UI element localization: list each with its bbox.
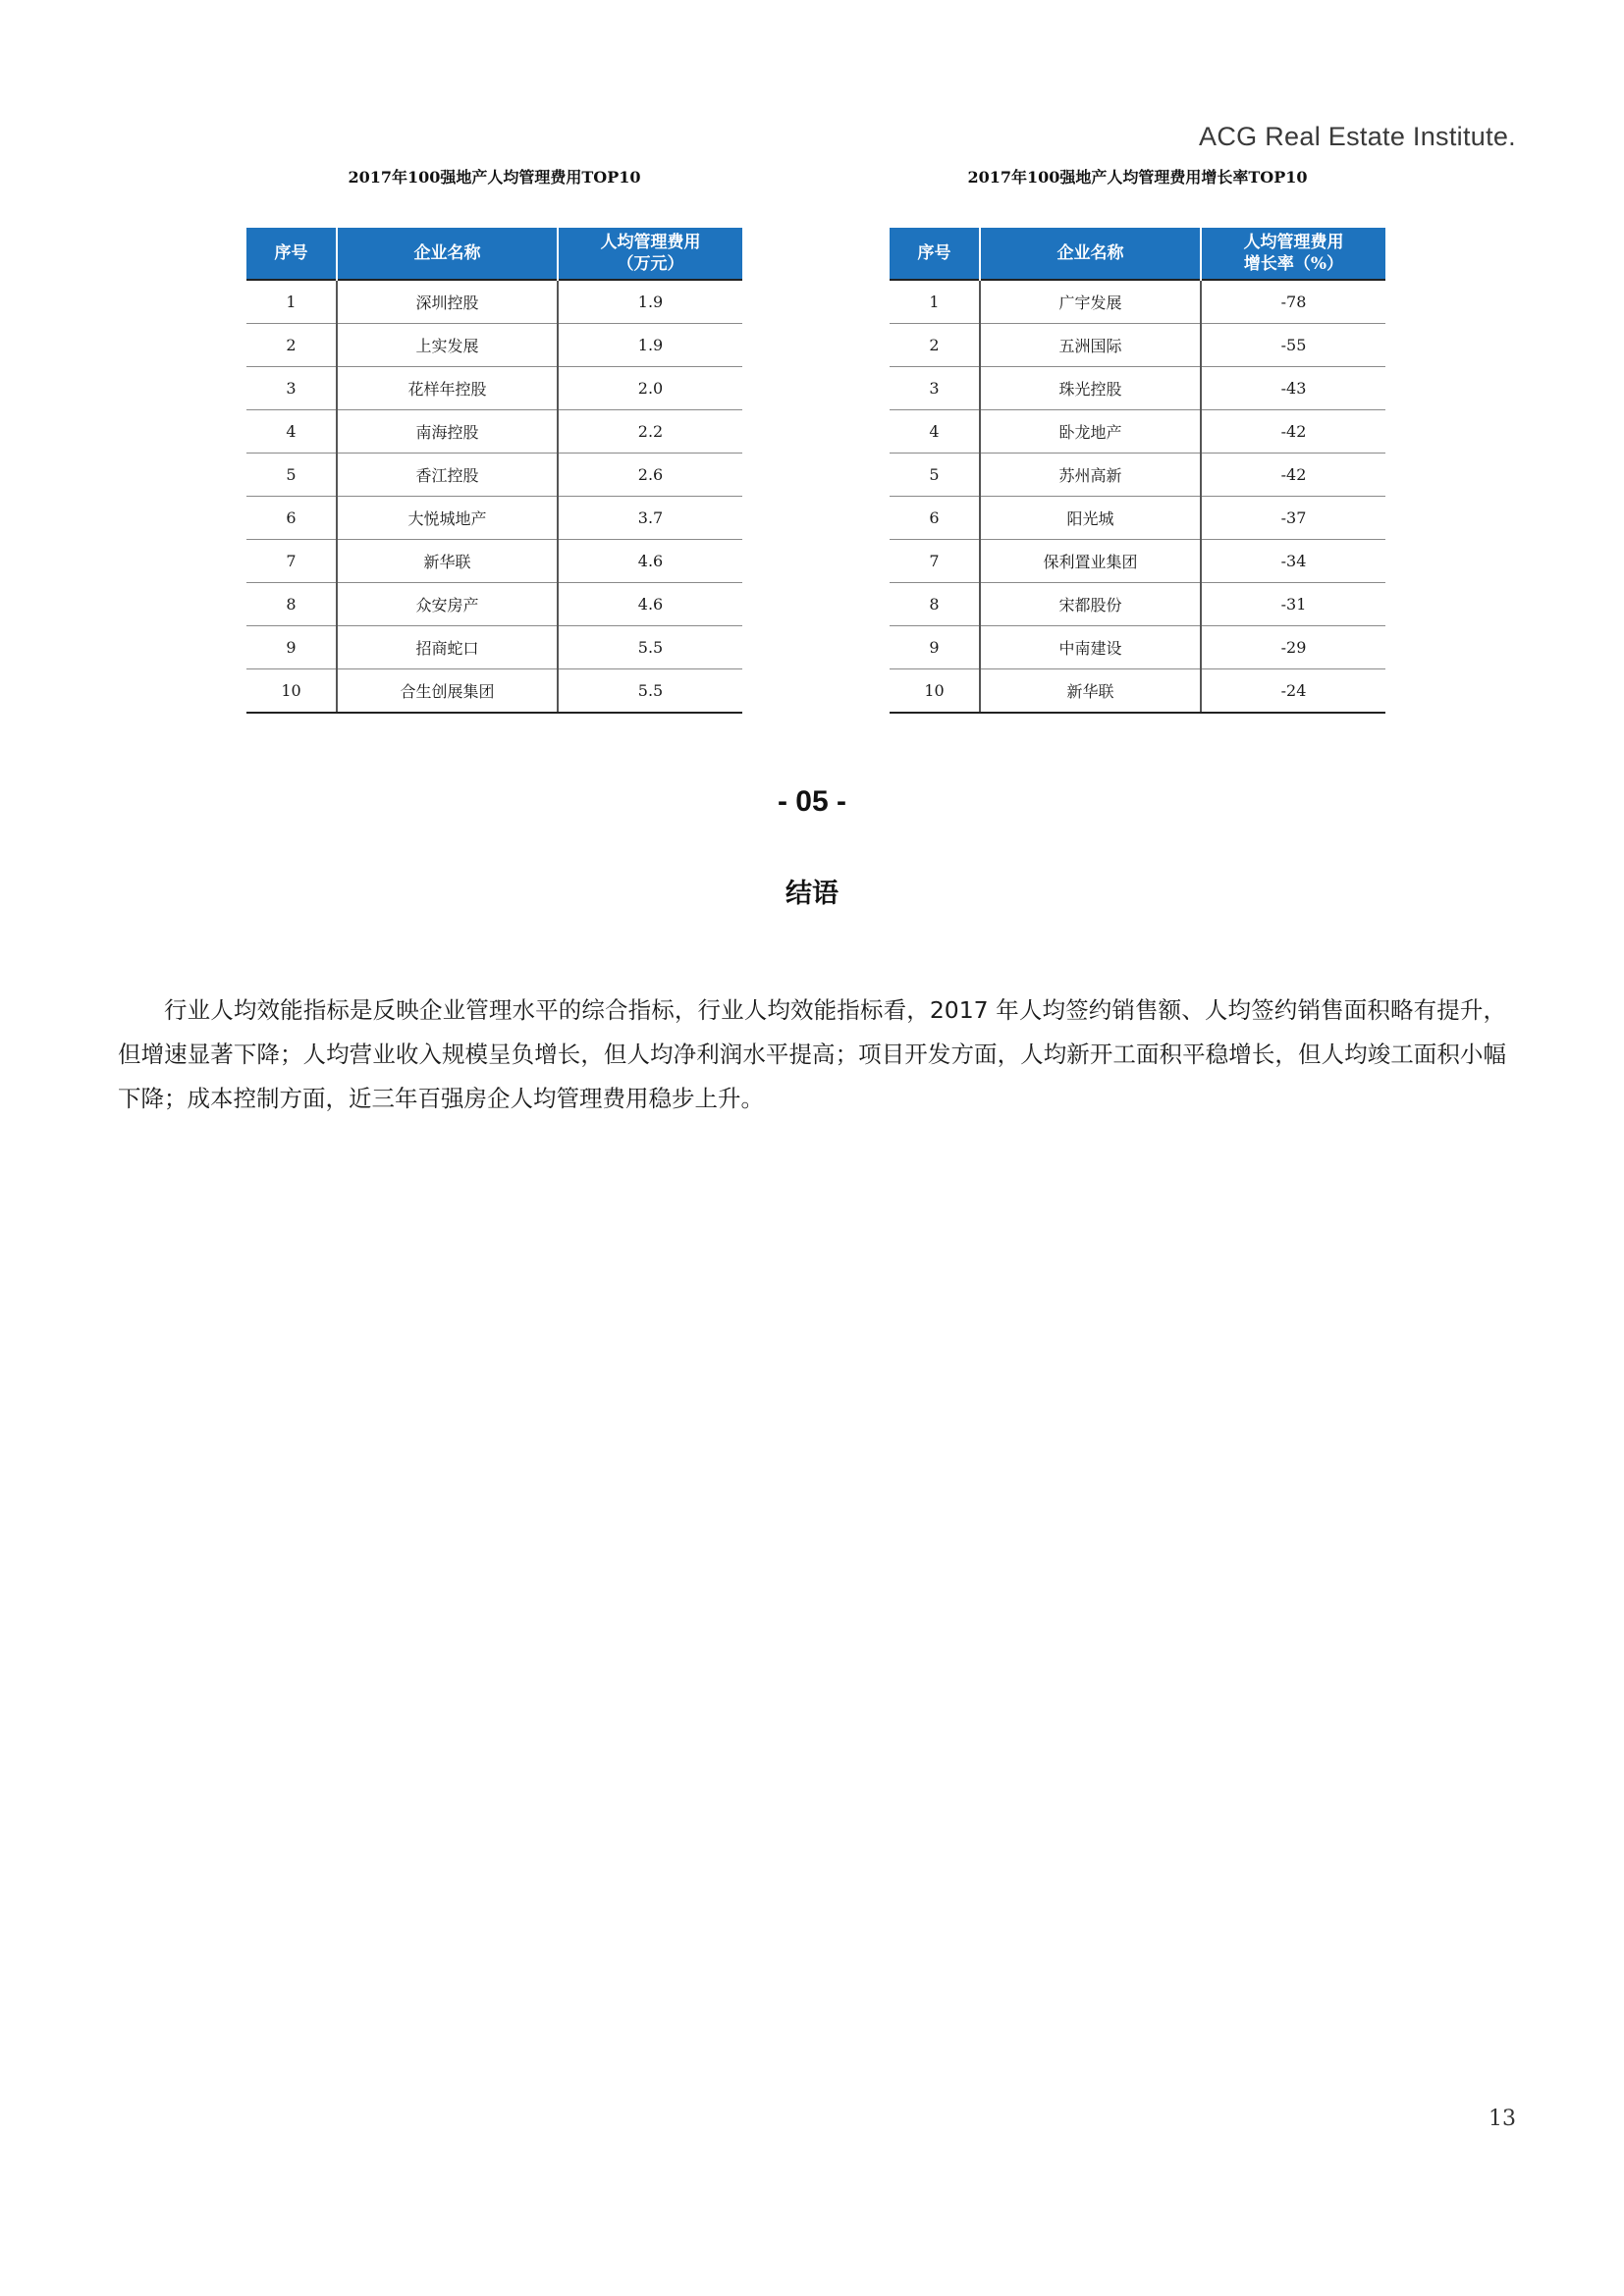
cell-value: 4.6 [558,583,742,626]
cell-value: -24 [1201,669,1385,714]
cell-rank: 9 [890,626,980,669]
table-row [246,583,742,626]
cell-rank: 2 [890,324,980,367]
cell-company: 香江控股 [337,454,558,497]
cell-company: 阳光城 [980,497,1201,540]
cell-rank: 8 [890,583,980,626]
cell-value: -78 [1201,280,1385,324]
table-header-row [890,228,1385,280]
cell-company: 苏州高新 [980,454,1201,497]
cell-rank: 3 [246,367,337,410]
cell-company: 大悦城地产 [337,497,558,540]
cell-value: 1.9 [558,280,742,324]
cell-company: 宋都股份 [980,583,1201,626]
cell-value: 1.9 [558,324,742,367]
table-row [246,280,742,324]
table-row [890,280,1385,324]
cell-company: 广宇发展 [980,280,1201,324]
table-row [246,540,742,583]
table-row [890,669,1385,714]
cell-company: 深圳控股 [337,280,558,324]
column-header-rank: 序号 [890,228,980,280]
cell-company: 保利置业集团 [980,540,1201,583]
cell-value: 5.5 [558,669,742,714]
cell-value: -42 [1201,454,1385,497]
cell-rank: 5 [890,454,980,497]
cell-rank: 1 [246,280,337,324]
page-number: 13 [1489,2107,1516,2131]
column-header-company: 企业名称 [337,228,558,280]
cell-rank: 10 [246,669,337,714]
cell-value: -29 [1201,626,1385,669]
cell-company: 珠光控股 [980,367,1201,410]
column-header-rank: 序号 [246,228,337,280]
cell-value: -34 [1201,540,1385,583]
cell-company: 合生创展集团 [337,669,558,714]
table-row [890,497,1385,540]
cell-value: 4.6 [558,540,742,583]
cell-company: 花样年控股 [337,367,558,410]
cell-company: 上实发展 [337,324,558,367]
cell-value: -37 [1201,497,1385,540]
mgmt-expense-table [246,228,742,714]
cell-rank: 9 [246,626,337,669]
table-body [890,280,1385,713]
brand-header: ACG Real Estate Institute. [1199,122,1516,151]
cell-company: 众安房产 [337,583,558,626]
table-row [890,410,1385,454]
table-row [890,454,1385,497]
cell-company: 卧龙地产 [980,410,1201,454]
cell-company: 新华联 [980,669,1201,714]
cell-rank: 7 [246,540,337,583]
table-row [246,626,742,669]
cell-company: 南海控股 [337,410,558,454]
cell-rank: 1 [890,280,980,324]
cell-rank: 6 [246,497,337,540]
table-row [246,367,742,410]
cell-rank: 4 [246,410,337,454]
table-row [890,540,1385,583]
cell-value: -43 [1201,367,1385,410]
table-row [890,324,1385,367]
cell-value: 2.0 [558,367,742,410]
cell-rank: 5 [246,454,337,497]
cell-rank: 3 [890,367,980,410]
table-row [246,324,742,367]
cell-rank: 7 [890,540,980,583]
mgmt-expense-growth-table [890,228,1385,714]
cell-rank: 10 [890,669,980,714]
table-block-mgmt-expense-growth [890,167,1385,714]
cell-rank: 6 [890,497,980,540]
table-title: 2017年100强地产人均管理费用TOP10 [348,168,641,187]
cell-value: 2.6 [558,454,742,497]
cell-company: 新华联 [337,540,558,583]
table-header-row [246,228,742,280]
table-row [890,583,1385,626]
cell-company: 五洲国际 [980,324,1201,367]
cell-rank: 8 [246,583,337,626]
table-row [890,367,1385,410]
cell-value: -42 [1201,410,1385,454]
cell-company: 招商蛇口 [337,626,558,669]
table-block-mgmt-expense [246,167,742,714]
column-header-company: 企业名称 [980,228,1201,280]
table-row [246,410,742,454]
section-number: - 05 - [777,785,847,818]
cell-value: 2.2 [558,410,742,454]
section-title: 结语 [785,879,839,909]
table-row [246,454,742,497]
cell-value: -31 [1201,583,1385,626]
table-title: 2017年100强地产人均管理费用增长率TOP10 [967,168,1308,187]
cell-value: -55 [1201,324,1385,367]
column-header-value: 人均管理费用 增长率（%） [1201,228,1385,280]
table-row [246,497,742,540]
cell-rank: 4 [890,410,980,454]
table-row [890,626,1385,669]
cell-value: 3.7 [558,497,742,540]
conclusion-paragraph: 行业人均效能指标是反映企业管理水平的综合指标，行业人均效能指标看，2017 年人均签约销售额、人均签约销售面积略有提升，但增速显著下降；人均营业收入规模呈负增长，但人均净利润水平提高；项目开发方面，人均新开工面积平稳增长，但人均竣工面积小幅下降；成本控制方面，近三年百强房企人均管理费用稳步上升。 [118,995,1506,1112]
cell-company: 中南建设 [980,626,1201,669]
column-header-value: 人均管理费用 （万元） [558,228,742,280]
table-row [246,669,742,714]
cell-value: 5.5 [558,626,742,669]
cell-rank: 2 [246,324,337,367]
table-body [246,280,742,713]
